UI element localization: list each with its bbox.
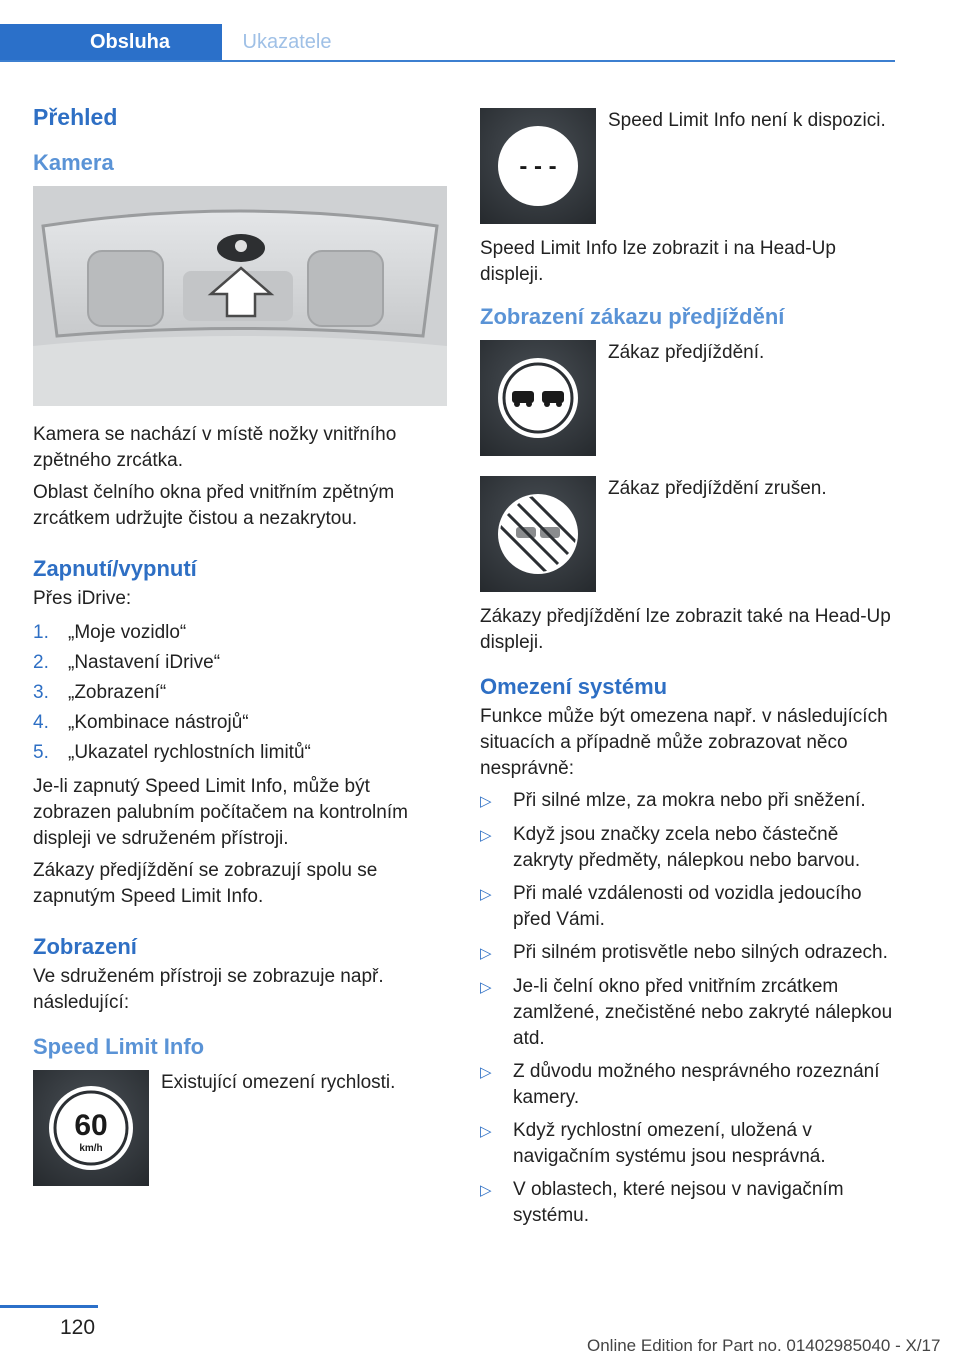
right-column bbox=[480, 108, 896, 1236]
page-title: Přehled bbox=[33, 104, 118, 130]
triangle-bullet-icon: ▷ bbox=[480, 1182, 492, 1199]
overtake-heading: Zobrazení zákazu předjíždění bbox=[480, 304, 785, 329]
triangle-bullet-icon: ▷ bbox=[480, 886, 492, 903]
list-item: ▷ V oblastech, které nejsou v navigačním systému. bbox=[480, 1177, 896, 1229]
camera-clean-text: Oblast čelního okna před vnitřním zpětným zrcátkem udržujte čistou a nezakrytou. bbox=[33, 482, 395, 529]
triangle-bullet-icon: ▷ bbox=[480, 827, 492, 844]
overtake-end-sign bbox=[480, 476, 596, 592]
no-overtake-row bbox=[480, 340, 896, 456]
list-item: 4. „Kombinace nástrojů“ bbox=[33, 712, 249, 733]
na-sign-row bbox=[480, 108, 896, 224]
list-item: ▷ Když jsou značky zcela nebo částečně zakryty předměty, nálepkou nebo barvou. bbox=[480, 822, 896, 874]
onoff-heading: Zapnutí/vypnutí bbox=[33, 556, 197, 581]
limits-list bbox=[480, 788, 896, 1229]
list-item: 5. „Ukazatel rychlostních limitů“ bbox=[33, 742, 311, 763]
triangle-bullet-icon: ▷ bbox=[480, 793, 492, 810]
overtake-end-text: Zákaz předjíždění zrušen. bbox=[608, 478, 827, 499]
tab-obsluha[interactable]: Obsluha bbox=[0, 24, 222, 60]
left-column bbox=[33, 96, 447, 1186]
sli-heading: Speed Limit Info bbox=[33, 1034, 205, 1059]
sli-sign-row bbox=[33, 1070, 447, 1186]
onoff-intro: Přes iDrive: bbox=[33, 588, 132, 609]
limits-intro: Funkce může být omezena např. v následujících situacích a případně může zobrazovat něco nesprávně: bbox=[480, 706, 888, 779]
display-intro: Ve sdruženém přístroji se zobrazuje např. následující: bbox=[33, 966, 384, 1013]
list-item: 3. „Zobrazení“ bbox=[33, 682, 167, 703]
edition-text: Online Edition for Part no. 01402985040 - X/17 bbox=[587, 1336, 941, 1355]
no-overtake-text: Zákaz předjíždění. bbox=[608, 342, 765, 363]
limits-heading: Omezení systému bbox=[480, 674, 668, 699]
list-item: ▷ Při malé vzdálenosti od vozidla jedoucího před Vámi. bbox=[480, 881, 896, 933]
camera-illustration bbox=[33, 186, 447, 406]
page-number: 120 bbox=[60, 1316, 96, 1339]
speed-limit-unavailable-icon bbox=[493, 121, 583, 211]
footer-rule bbox=[0, 1305, 98, 1308]
speed-limit-60-icon bbox=[46, 1083, 136, 1173]
list-item: ▷ Z důvodu možného nesprávného rozeznání kamery. bbox=[480, 1059, 896, 1111]
onoff-overtake-text: Zákazy předjíždění se zobrazují spolu se zapnutým Speed Limit Info. bbox=[33, 860, 378, 907]
triangle-bullet-icon: ▷ bbox=[480, 1064, 492, 1081]
camera-heading: Kamera bbox=[33, 150, 114, 175]
overtake-hud-text: Zákazy předjíždění lze zobrazit také na Head-Up displeji. bbox=[480, 606, 891, 653]
triangle-bullet-icon: ▷ bbox=[480, 945, 492, 962]
speed-limit-na-sign bbox=[480, 108, 596, 224]
list-item: ▷ Při silné mlze, za mokra nebo při sněžení. bbox=[480, 788, 896, 815]
list-item: ▷ Je-li čelní okno před vnitřním zrcátkem zamlžené, znečistěné nebo zakryté nálepkou atd. bbox=[480, 974, 896, 1052]
tab-ukazatele[interactable]: Ukazatele bbox=[242, 31, 332, 53]
speed-limit-sign bbox=[33, 1070, 149, 1186]
end-no-overtaking-icon bbox=[493, 489, 583, 579]
list-item: ▷ Když rychlostní omezení, uložená v navigačním systému jsou nesprávná. bbox=[480, 1118, 896, 1170]
svg-text:- - -: - - - bbox=[519, 153, 557, 180]
idrive-steps bbox=[33, 618, 447, 768]
triangle-bullet-icon: ▷ bbox=[480, 1123, 492, 1140]
na-sign-text: Speed Limit Info není k dispozici. bbox=[608, 110, 886, 131]
hud-text: Speed Limit Info lze zobrazit i na Head-Up displeji. bbox=[480, 238, 836, 285]
list-item: 2. „Nastavení iDrive“ bbox=[33, 652, 221, 673]
windshield-camera-image bbox=[33, 186, 447, 406]
no-overtake-sign bbox=[480, 340, 596, 456]
chapter-header bbox=[0, 24, 895, 62]
list-item: 1. „Moje vozidlo“ bbox=[33, 622, 187, 643]
display-heading: Zobrazení bbox=[33, 934, 137, 959]
overtake-end-row bbox=[480, 476, 896, 592]
svg-text:km/h: km/h bbox=[79, 1143, 103, 1154]
list-item: ▷ Při silném protisvětle nebo silných odrazech. bbox=[480, 940, 896, 967]
sli-sign-text: Existující omezení rychlosti. bbox=[161, 1072, 396, 1093]
no-overtaking-icon bbox=[493, 353, 583, 443]
svg-text:60: 60 bbox=[74, 1109, 108, 1142]
onoff-display-text: Je-li zapnutý Speed Limit Info, může být zobrazen palubním počítačem na kontrolním displeji ve sdruženém přístroji. bbox=[33, 776, 408, 849]
triangle-bullet-icon: ▷ bbox=[480, 979, 492, 996]
camera-location-text: Kamera se nachází v místě nožky vnitřního zpětného zrcátka. bbox=[33, 424, 397, 471]
